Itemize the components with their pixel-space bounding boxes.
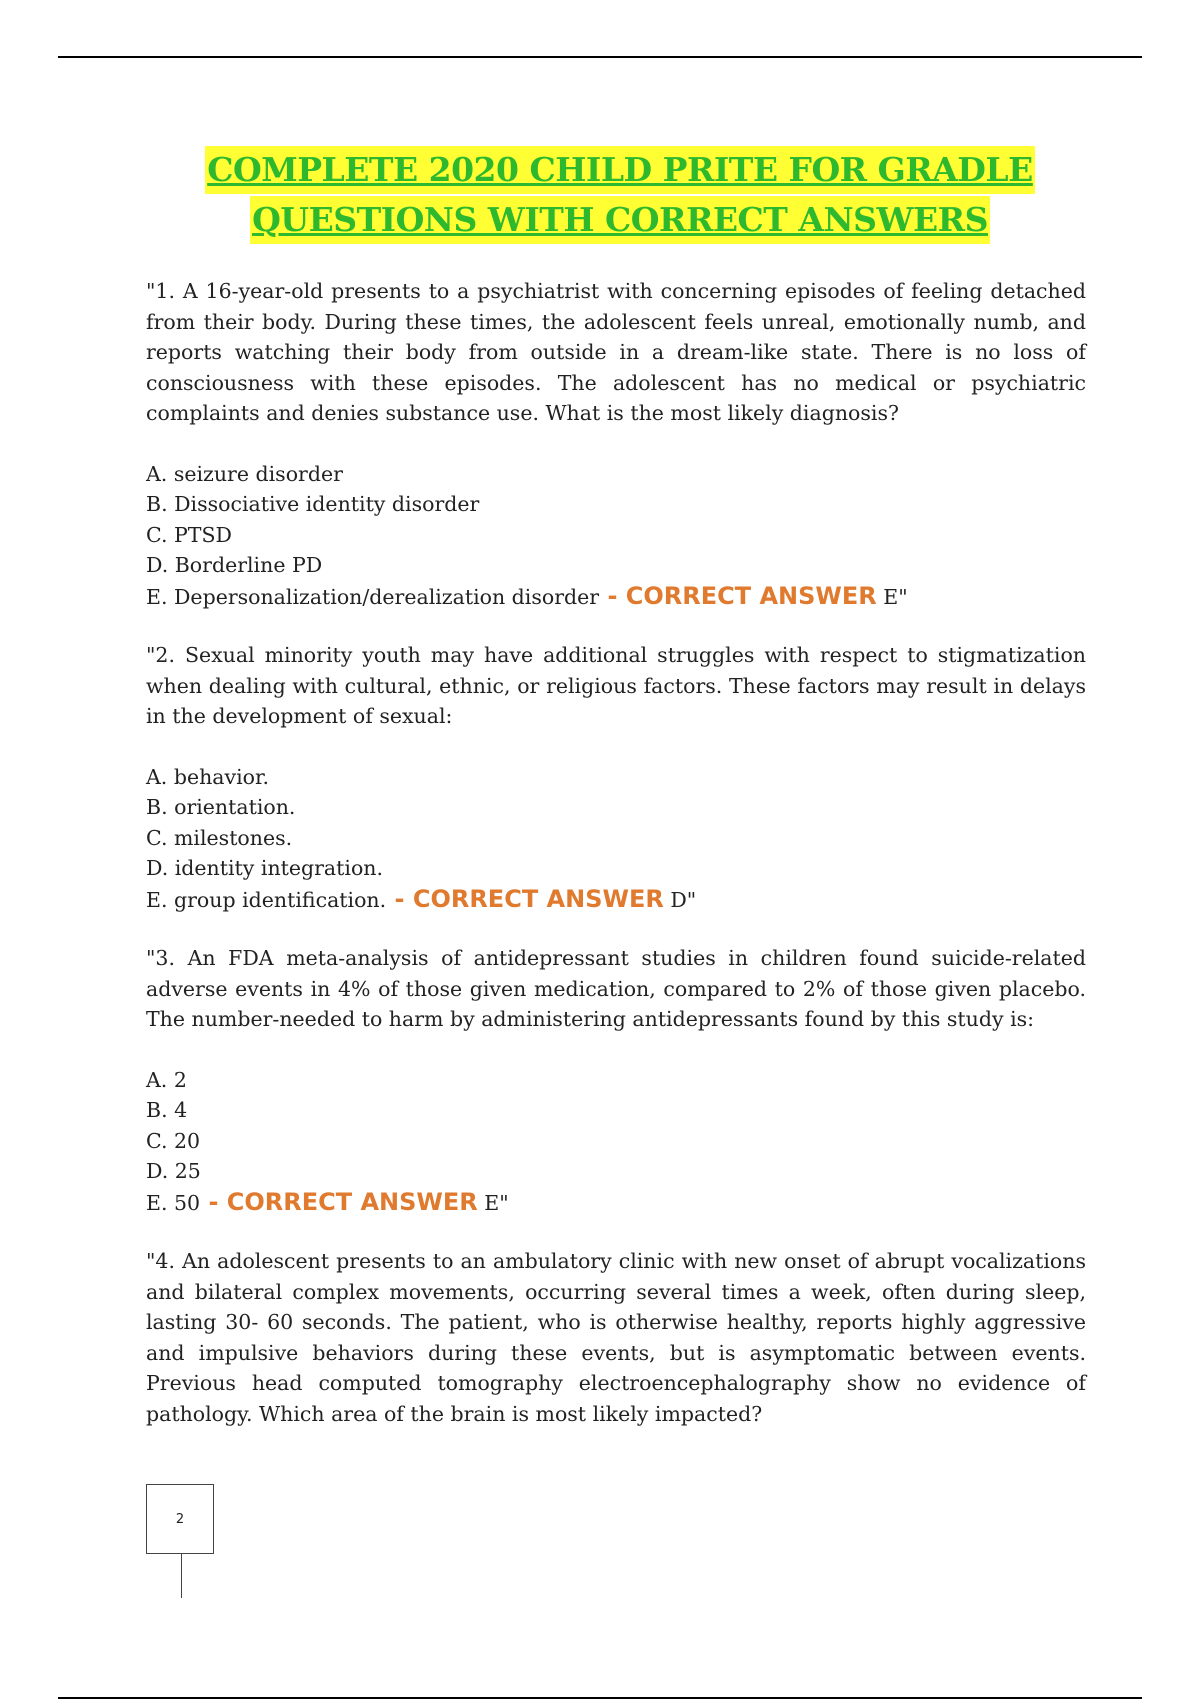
- page-number-box: [146, 1484, 214, 1554]
- page-number: 2: [175, 1511, 185, 1527]
- option-item: A. 2: [146, 1067, 187, 1092]
- question-block-2: [146, 640, 1086, 915]
- correct-answer-value: D": [663, 887, 697, 912]
- option-item: D. 25: [146, 1159, 201, 1183]
- correct-answer-value: E": [876, 584, 908, 609]
- question-text: "4. An adolescent presents to an ambulatory clinic with new onset of abrupt vocalizations and bilateral complex movements, occurring several times a week, often during sleep, lasting 30- 60 seconds. The patient, who is otherwise healthy, reports highly aggressive and impulsive behaviors during these events, but is asymptomatic between events. Previous head computed tomography electroencephalography show no evidence of pathology. Which area of the brain is most likely impacted?: [146, 1249, 1086, 1426]
- option-item: B. Dissociative identity disorder: [146, 492, 480, 516]
- option-item-with-answer: [146, 1187, 1086, 1219]
- option-item: D. identity integration.: [146, 856, 384, 880]
- page-number-stem: [181, 1554, 182, 1598]
- question-block-4: [146, 1246, 1086, 1429]
- question-block-3: [146, 943, 1086, 1218]
- correct-answer-label: CORRECT ANSWER: [412, 884, 664, 913]
- question-text: "2. Sexual minority youth may have additional struggles with respect to stigmatization when dealing with cultural, ethnic, or religious factors. These factors may result in delays in the development of sexual:: [146, 643, 1086, 728]
- title-line-1: COMPLETE 2020 CHILD PRITE FOR GRADLE: [205, 146, 1035, 194]
- option-item: D. Borderline PD: [146, 553, 323, 577]
- option-item: C. 20: [146, 1128, 201, 1153]
- option-item: B. 4: [146, 1098, 188, 1122]
- option-item-with-answer: [146, 884, 1086, 916]
- question-text: "1. A 16-year-old presents to a psychiatrist with concerning episodes of feeling detached from their body. During these times, the adolescent feels unreal, emotionally numb, and reports watching their body from outside in a dream-like state. There is no loss of consciousness with these episodes. The adolescent has no medical or psychiatric complaints and denies substance use. What is the most likely diagnosis?: [146, 279, 1086, 425]
- correct-answer-label: CORRECT ANSWER: [226, 1187, 478, 1216]
- options-list: [146, 1065, 1086, 1219]
- option-text: E. Depersonalization/derealization disorder: [146, 584, 600, 609]
- questions-content: [146, 276, 1086, 1457]
- answer-separator: -: [200, 1187, 227, 1216]
- title-line-2: QUESTIONS WITH CORRECT ANSWERS: [250, 196, 990, 244]
- option-item: A. seizure disorder: [146, 461, 343, 486]
- options-list: [146, 459, 1086, 613]
- footer-rule: [58, 1697, 1142, 1699]
- options-list: [146, 762, 1086, 916]
- option-text: E. 50: [146, 1190, 201, 1215]
- question-block-1: [146, 276, 1086, 612]
- option-item: A. behavior.: [146, 764, 270, 789]
- correct-answer-value: E": [477, 1190, 509, 1215]
- header-rule: [58, 56, 1142, 58]
- option-item-with-answer: [146, 581, 1086, 613]
- answer-separator: -: [599, 581, 626, 610]
- option-item: B. orientation.: [146, 795, 296, 819]
- option-text: E. group identification.: [146, 887, 387, 912]
- answer-separator: -: [386, 884, 413, 913]
- option-item: C. milestones.: [146, 825, 293, 850]
- document-title: [0, 146, 1200, 244]
- question-text: "3. An FDA meta-analysis of antidepressant studies in children found suicide-related adverse events in 4% of those given medication, compared to 2% of those given placebo. The number-needed to harm by administering antidepressants found by this study is:: [146, 946, 1086, 1031]
- correct-answer-label: CORRECT ANSWER: [625, 581, 877, 610]
- option-item: C. PTSD: [146, 522, 232, 547]
